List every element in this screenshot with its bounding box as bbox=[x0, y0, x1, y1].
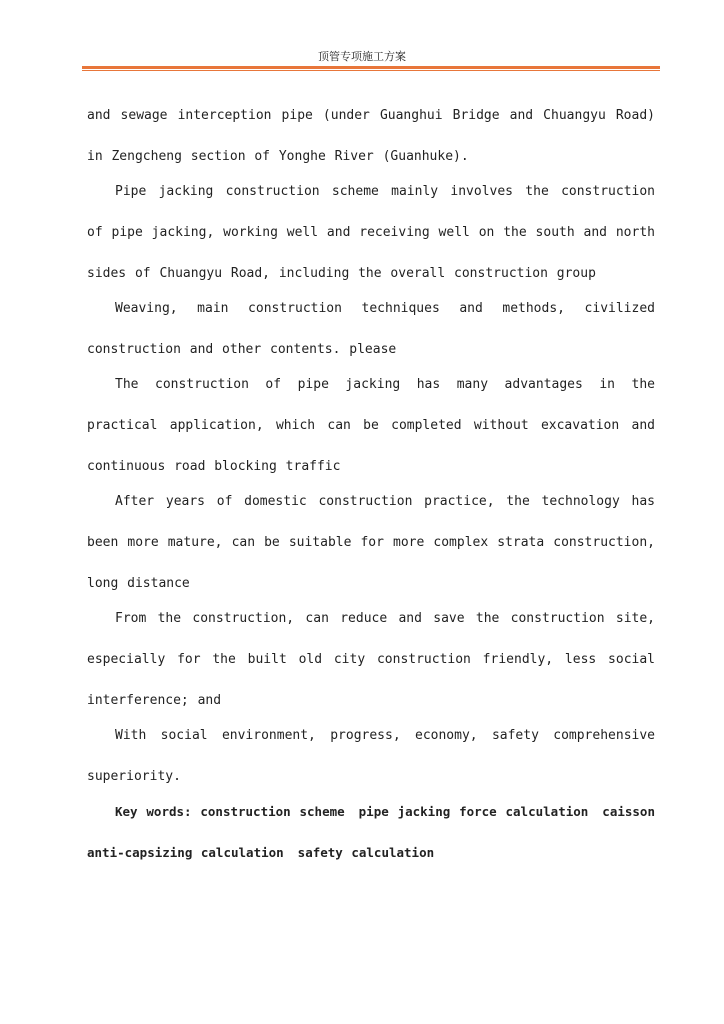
keywords-label: Key words: bbox=[115, 804, 192, 819]
header-rule-thin bbox=[82, 70, 660, 71]
paragraph-1: and sewage interception pipe (under Guanghui Bridge and Chuangyu Road) in Zengcheng section of Yonghe River (Guanhuke). bbox=[87, 108, 655, 164]
header-rule-thick bbox=[82, 66, 660, 69]
paragraph-6: From the construction, can reduce and save the construction site, especially for the built old city construction friendly, less social interference; and bbox=[87, 611, 655, 708]
keyword-item: safety calculation bbox=[297, 845, 435, 860]
keyword-item: construction scheme bbox=[200, 804, 345, 819]
keywords-paragraph bbox=[87, 791, 655, 873]
document-body bbox=[87, 95, 655, 867]
paragraph-4: The construction of pipe jacking has many advantages in the practical application, which can be completed without excavation and continuous road blocking traffic bbox=[87, 377, 655, 474]
keyword-item: pipe jacking force calculation bbox=[358, 804, 589, 819]
paragraph-3: Weaving, main construction techniques and methods, civilized construction and other contents. please bbox=[87, 301, 655, 357]
paragraph-2: Pipe jacking construction scheme mainly involves the construction of pipe jacking, working well and receiving well on the south and north sides of Chuangyu Road, including the overall construction group bbox=[87, 184, 655, 281]
paragraph-5: After years of domestic construction practice, the technology has been more mature, can be suitable for more complex strata construction, long distance bbox=[87, 494, 655, 591]
header-title: 顶管专项施工方案 bbox=[318, 50, 406, 63]
paragraph-7: With social environment, progress, economy, safety comprehensive superiority. bbox=[87, 728, 655, 784]
keyword-item: caisson anti-capsizing calculation bbox=[87, 804, 655, 860]
